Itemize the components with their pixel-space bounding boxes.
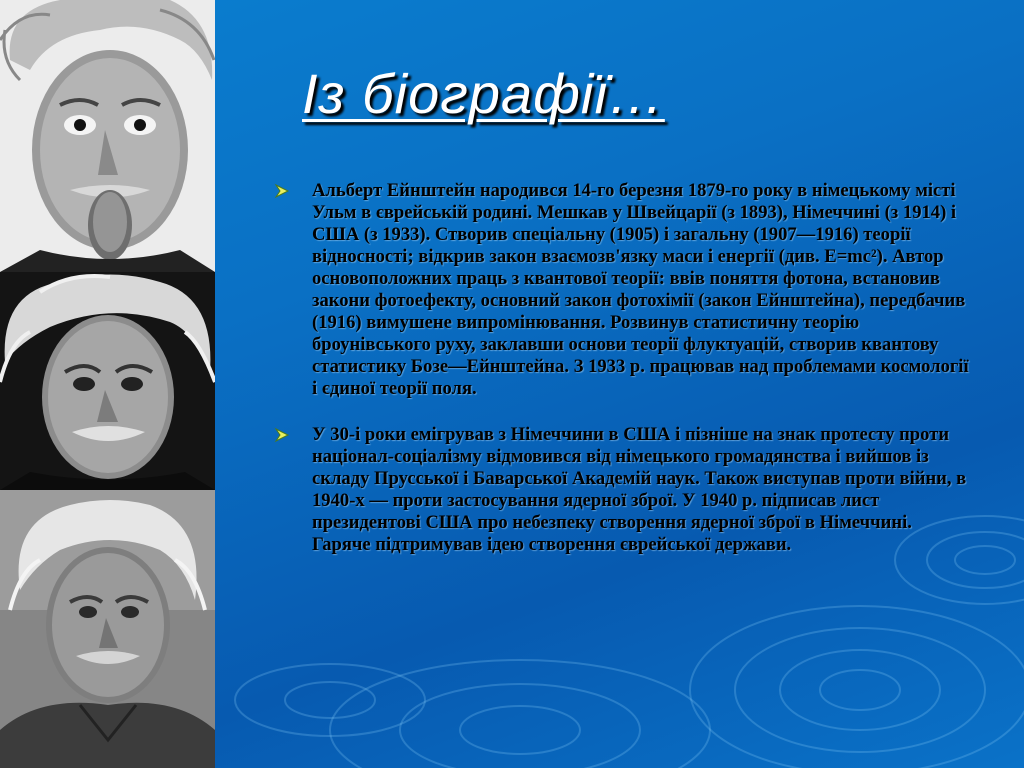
bullet-list xyxy=(270,180,970,580)
bullet-text-biography: Альберт Ейнштейн народився 14-го березня 1879-го року в німецькому місті Ульм в єврейській родині. Мешкав у Швейцарії (з 1893), Німеччині (з 1914) і США (з 1933). Створив спеціальну (1905) і загальну (1907—1916) теорії відносності; відкрив закон взаємозв'язку маси і енергії (див. E=mc²). Автор основоположних праць з квантової теорії: ввів поняття фотона, встановив закони фотоефекту, основний закон фотохімії (закон Ейнштейна), передбачив (1916) вимушене випромінювання. Розвинув статистичну теорію броунівського руху, заклавши основи теорії флуктуацій, створив квантову статистику Бозе—Ейнштейна. З 1933 р. працював над проблемами космології і єдиної теорії поля. xyxy=(312,180,969,399)
slide-title: Із біографії… xyxy=(302,62,665,125)
einstein-sweater-photo xyxy=(0,490,215,768)
bullet-item-emigration xyxy=(270,424,970,556)
einstein-tongue-photo xyxy=(0,0,215,272)
bullet-item-biography xyxy=(270,180,970,400)
arrow-bullet-icon xyxy=(274,183,290,199)
bullet-text-emigration: У 30-і роки емігрував з Німеччини в США і пізніше на знак протесту проти націонал-соціалізму відмовився від німецького громадянства і вийшов із складу Прусської і Баварської Академій наук. Також виступав проти війни, в 1940-х — проти застосування ядерної зброї. У 1940 р. підписав лист президентові США про небезпеку створення ядерної зброї в Німеччині. Гаряче підтримував ідею створення єврейської держави. xyxy=(312,424,967,555)
photo-column xyxy=(0,0,215,768)
einstein-portrait-photo xyxy=(0,272,215,490)
arrow-bullet-icon xyxy=(274,427,290,443)
